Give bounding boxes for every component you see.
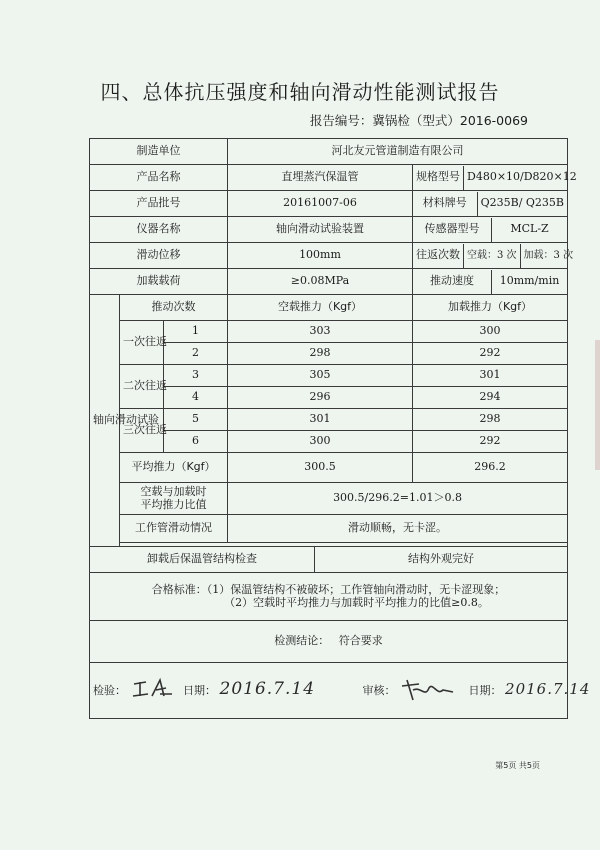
push-number: 2 bbox=[164, 343, 228, 365]
conclusion-label: 检测结论： bbox=[274, 634, 330, 648]
manufacturer-value: 河北友元管道制造有限公司 bbox=[228, 139, 568, 165]
page-number: 第5页 共5页 bbox=[495, 761, 540, 770]
tester-label: 检验： bbox=[93, 683, 126, 697]
loaded-force: 301 bbox=[413, 365, 568, 387]
sensor-cell bbox=[413, 217, 568, 243]
inspection-row bbox=[90, 547, 568, 573]
average-empty-value: 300.5 bbox=[228, 453, 413, 483]
empty-force: 305 bbox=[228, 365, 413, 387]
sensor-value: MCL-Z bbox=[510, 222, 549, 236]
test-header-row bbox=[90, 295, 568, 321]
loaded-force: 300 bbox=[413, 321, 568, 343]
working-value: 滑动顺畅，无卡涩。 bbox=[228, 515, 568, 543]
ratio-label-line1: 空载与加载时 bbox=[140, 484, 207, 498]
material-cell bbox=[413, 191, 568, 217]
reviewer-signature bbox=[399, 676, 457, 706]
table-row bbox=[90, 321, 568, 343]
cycles-cell bbox=[413, 243, 574, 269]
push-number: 3 bbox=[164, 365, 228, 387]
conclusion-row bbox=[90, 621, 568, 663]
instrument-label: 仪器名称 bbox=[90, 217, 228, 243]
edge-bleed bbox=[595, 340, 600, 470]
round-label: 二次往返 bbox=[120, 365, 164, 409]
standard-row bbox=[90, 573, 568, 621]
round-label: 一次往返 bbox=[120, 321, 164, 365]
ratio-value: 300.5/296.2=1.01＞0.8 bbox=[228, 483, 568, 515]
ratio-label-line2: 平均推力比值 bbox=[140, 497, 207, 511]
loaded-force: 292 bbox=[413, 431, 568, 453]
sensor-label: 传感器型号 bbox=[413, 218, 492, 242]
col-loaded-header: 加载推力（Kgf） bbox=[413, 295, 568, 321]
loaded-force: 298 bbox=[413, 409, 568, 431]
date-label-2: 日期： bbox=[468, 683, 502, 697]
standard-cell bbox=[90, 573, 568, 621]
push-number: 1 bbox=[164, 321, 228, 343]
product-label: 产品名称 bbox=[90, 165, 228, 191]
batch-value: 20161007-06 bbox=[228, 191, 413, 217]
row-load bbox=[90, 269, 568, 295]
working-row bbox=[90, 515, 568, 543]
col-empty-header: 空载推力（Kgf） bbox=[228, 295, 413, 321]
cycles-loaded-value: 加载：3 次 bbox=[523, 249, 574, 261]
average-row bbox=[90, 453, 568, 483]
speed-value: 10mm/min bbox=[499, 274, 560, 288]
row-product bbox=[90, 165, 568, 191]
tester-signature bbox=[130, 676, 174, 706]
average-loaded-value: 296.2 bbox=[413, 453, 568, 483]
cycles-label: 往返次数 bbox=[413, 244, 464, 268]
cycles-empty-value: 空载：3 次 bbox=[464, 244, 521, 268]
report-number: 报告编号：冀锅检（型式）2016-0069 bbox=[309, 113, 528, 128]
spec-cell bbox=[413, 165, 577, 191]
material-label: 材料牌号 bbox=[413, 192, 477, 216]
report-title: 四、总体抗压强度和轴向滑动性能测试报告 bbox=[100, 80, 500, 104]
working-label: 工作管滑动情况 bbox=[120, 515, 228, 543]
table-row bbox=[90, 365, 568, 387]
instrument-value: 轴向滑动试验装置 bbox=[228, 217, 413, 243]
load-value: ≥0.08MPa bbox=[228, 269, 413, 295]
loaded-force: 294 bbox=[413, 387, 568, 409]
date-value-1: 2016.7.14 bbox=[219, 678, 316, 699]
push-number: 6 bbox=[164, 431, 228, 453]
test-section-label: 轴向滑动试验 bbox=[90, 295, 120, 547]
signature-cell bbox=[90, 663, 591, 719]
spec-value: D480×10/D820×12 bbox=[467, 170, 577, 184]
standard-label: 合格标准： bbox=[151, 582, 207, 596]
manufacturer-label: 制造单位 bbox=[90, 139, 228, 165]
displacement-value: 100mm bbox=[228, 243, 413, 269]
empty-force: 296 bbox=[228, 387, 413, 409]
standard-item-1: （1）保温管结构不被破坏；工作管轴向滑动时，无卡涩现象； bbox=[206, 582, 506, 596]
empty-force: 300 bbox=[228, 431, 413, 453]
test-report-table bbox=[89, 138, 591, 719]
table-row bbox=[90, 409, 568, 431]
push-number: 5 bbox=[164, 409, 228, 431]
conclusion-value: 符合要求 bbox=[338, 634, 383, 648]
date-value-2: 2016.7.14 bbox=[505, 679, 591, 698]
speed-label: 推动速度 bbox=[413, 270, 492, 294]
date-label-1: 日期： bbox=[183, 683, 216, 697]
displacement-label: 滑动位移 bbox=[90, 243, 228, 269]
row-batch bbox=[90, 191, 568, 217]
signature-row bbox=[90, 663, 568, 719]
material-value: Q235B/ Q235B bbox=[480, 196, 565, 210]
empty-force: 303 bbox=[228, 321, 413, 343]
push-number: 4 bbox=[164, 387, 228, 409]
row-instrument bbox=[90, 217, 568, 243]
speed-cell bbox=[413, 269, 568, 295]
inspection-label: 卸载后保温管结构检查 bbox=[90, 547, 315, 573]
round-label: 三次往返 bbox=[120, 409, 164, 453]
load-label: 加载载荷 bbox=[90, 269, 228, 295]
row-manufacturer bbox=[90, 139, 568, 165]
spec-label: 规格型号 bbox=[413, 166, 464, 190]
reviewer-label: 审核： bbox=[362, 683, 396, 697]
product-value: 直埋蒸汽保温管 bbox=[228, 165, 413, 191]
empty-force: 301 bbox=[228, 409, 413, 431]
row-displacement bbox=[90, 243, 568, 269]
batch-label: 产品批号 bbox=[90, 191, 228, 217]
empty-force: 298 bbox=[228, 343, 413, 365]
inspection-value: 结构外观完好 bbox=[315, 547, 568, 573]
ratio-row bbox=[90, 483, 568, 515]
standard-item-2: （2）空载时平均推力与加载时平均推力的比值≥0.8。 bbox=[224, 595, 489, 609]
loaded-force: 292 bbox=[413, 343, 568, 365]
col-count-header: 推动次数 bbox=[120, 295, 228, 321]
average-label: 平均推力（Kgf） bbox=[120, 453, 228, 483]
ratio-label bbox=[120, 483, 228, 515]
conclusion-cell bbox=[90, 621, 568, 663]
